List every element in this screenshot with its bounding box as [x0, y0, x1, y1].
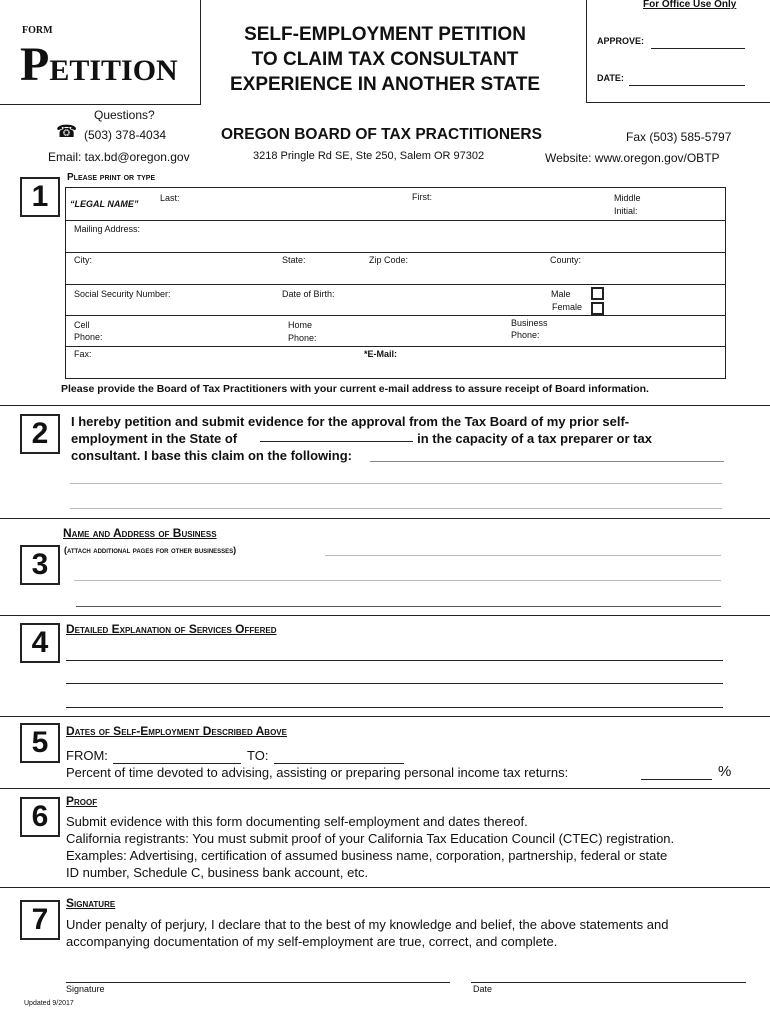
middle-label: Middle [614, 193, 641, 203]
cell-label: Cell [74, 320, 90, 330]
section-1-number: 1 [20, 177, 60, 217]
proof-line-4: ID number, Schedule C, business bank account, etc. [66, 865, 369, 880]
questions-label: Questions? [94, 108, 155, 122]
first-name-label: First: [412, 192, 432, 202]
signature-line-1: Under penalty of perjury, I declare that to the best of my knowledge and belief, the above statements and [66, 917, 669, 932]
percent-sign: % [718, 763, 732, 780]
petition-line-2 [71, 430, 652, 447]
section-divider [0, 887, 770, 888]
claim-field[interactable] [370, 461, 724, 462]
home-phone-label: Phone: [288, 333, 317, 343]
approve-label: APPROVE: [597, 36, 645, 46]
email-note: Please provide the Board of Tax Practitioners with your current e-mail address to assure receipt of Board information. [61, 383, 649, 395]
section-divider [0, 615, 770, 616]
proof-line-3: Examples: Advertising, certification of assumed business name, corporation, partnership, federal or state [66, 848, 668, 863]
section-divider [0, 716, 770, 717]
signature-date-label: Date [473, 984, 493, 994]
office-date-label: DATE: [597, 73, 624, 83]
business-phone-label: Phone: [511, 330, 540, 340]
from-label: FROM: [66, 748, 108, 763]
petition-line-1: I hereby petition and submit evidence for the approval from the Tax Board of my prior self- [71, 414, 630, 429]
services-line[interactable] [66, 707, 723, 708]
title-line-3: EXPERIENCE IN ANOTHER STATE [229, 74, 540, 95]
ssn-label: Social Security Number: [74, 289, 171, 299]
website-link[interactable]: Website: www.oregon.gov/OBTP [545, 151, 720, 165]
to-label: TO: [247, 748, 269, 763]
signature-label: Signature [66, 984, 105, 994]
section-divider [0, 405, 770, 406]
section-6-heading: Proof [66, 794, 98, 808]
section-1-heading: Please print or type [67, 172, 156, 183]
section-4-number: 4 [20, 623, 60, 663]
petition-initial: P [20, 38, 50, 91]
petition-rest: ETITION [49, 54, 178, 87]
section-7-number: 7 [20, 900, 60, 940]
state-field[interactable] [260, 441, 413, 442]
signature-statement [66, 916, 668, 950]
petition-state-label: employment in the State of [71, 431, 238, 446]
mailing-address-label: Mailing Address: [74, 224, 141, 234]
section-divider [0, 788, 770, 789]
office-use-box [586, 0, 770, 103]
row-divider [66, 284, 725, 285]
from-date-field[interactable] [113, 763, 241, 764]
row-divider [66, 252, 725, 253]
male-checkbox[interactable] [591, 287, 604, 300]
section-5-number: 5 [20, 723, 60, 763]
dob-label: Date of Birth: [282, 289, 335, 299]
updated-date: Updated 9/2017 [24, 1000, 74, 1007]
personal-info-grid [65, 187, 726, 379]
signature-date-field[interactable] [471, 982, 746, 983]
row-divider [66, 315, 725, 316]
city-label: City: [74, 255, 92, 265]
phone-number: (503) 378-4034 [84, 128, 167, 142]
petition-capacity-label: in the capacity of a tax preparer or tax [417, 431, 652, 446]
office-date-field[interactable] [629, 85, 745, 86]
proof-line-1: Submit evidence with this form documenting self-employment and dates thereof. [66, 814, 528, 829]
section-5-heading: Dates of Self-Employment Described Above [66, 724, 287, 738]
services-line[interactable] [66, 660, 723, 661]
percent-field[interactable] [641, 779, 712, 780]
title-line-1: SELF-EMPLOYMENT PETITION [244, 24, 526, 45]
contact-email[interactable]: Email: tax.bd@oregon.gov [48, 150, 190, 164]
section-2-number: 2 [20, 414, 60, 454]
signature-field[interactable] [66, 982, 450, 983]
title-line-2: TO CLAIM TAX CONSULTANT [251, 49, 519, 70]
row-divider [66, 346, 725, 347]
office-use-label: For Office Use Only [643, 0, 737, 10]
petition-line-3: consultant. I base this claim on the following: [71, 448, 352, 463]
business-label: Business [511, 318, 548, 328]
claim-line[interactable] [70, 483, 722, 484]
business-line[interactable] [325, 555, 721, 556]
proof-line-2: California registrants: You must submit proof of your California Tax Education Council (CTEC) registration. [66, 831, 675, 846]
last-name-label: Last: [160, 193, 180, 203]
state-label: State: [282, 255, 306, 265]
petition-title [20, 37, 178, 92]
female-label: Female [552, 302, 583, 312]
claim-line[interactable] [70, 508, 722, 509]
form-badge [0, 0, 201, 105]
male-label: Male [551, 289, 571, 299]
form-title [205, 22, 565, 97]
section-2-text [71, 413, 652, 464]
section-divider [0, 518, 770, 519]
legal-name-label: “LEGAL NAME” [70, 199, 139, 209]
female-checkbox[interactable] [591, 302, 604, 315]
board-name: OREGON BOARD OF TAX PRACTITIONERS [221, 126, 542, 143]
row-divider [66, 220, 725, 221]
services-line[interactable] [66, 683, 723, 684]
section-3-number: 3 [20, 545, 60, 585]
zip-label: Zip Code: [369, 255, 409, 265]
section-4-heading: Detailed Explanation of Services Offered [66, 622, 277, 636]
approve-field[interactable] [651, 48, 745, 49]
telephone-icon: ☎ [56, 122, 78, 141]
percent-label: Percent of time devoted to advising, assisting or preparing personal income tax returns: [66, 765, 569, 780]
email-label: *E-Mail: [364, 349, 398, 359]
section-3-heading: Name and Address of Business [63, 526, 217, 540]
initial-label: Initial: [614, 206, 638, 216]
county-label: County: [550, 255, 582, 265]
proof-text [66, 813, 674, 881]
fax-label: Fax: [74, 349, 92, 359]
to-date-field[interactable] [274, 763, 404, 764]
business-line[interactable] [76, 606, 721, 607]
section-7-heading: Signature [66, 896, 116, 910]
home-label: Home [288, 320, 313, 330]
board-address: 3218 Pringle Rd SE, Ste 250, Salem OR 97302 [253, 150, 485, 162]
fax-number: Fax (503) 585-5797 [626, 130, 732, 144]
business-line[interactable] [74, 580, 721, 581]
section-6-number: 6 [20, 797, 60, 837]
signature-line-2: accompanying documentation of my self-employment are true, correct, and complete. [66, 934, 558, 949]
section-3-subheading: (attach additional pages for other businesses) [64, 545, 237, 555]
cell-phone-label: Phone: [74, 332, 103, 342]
form-word: FORM [22, 25, 53, 36]
